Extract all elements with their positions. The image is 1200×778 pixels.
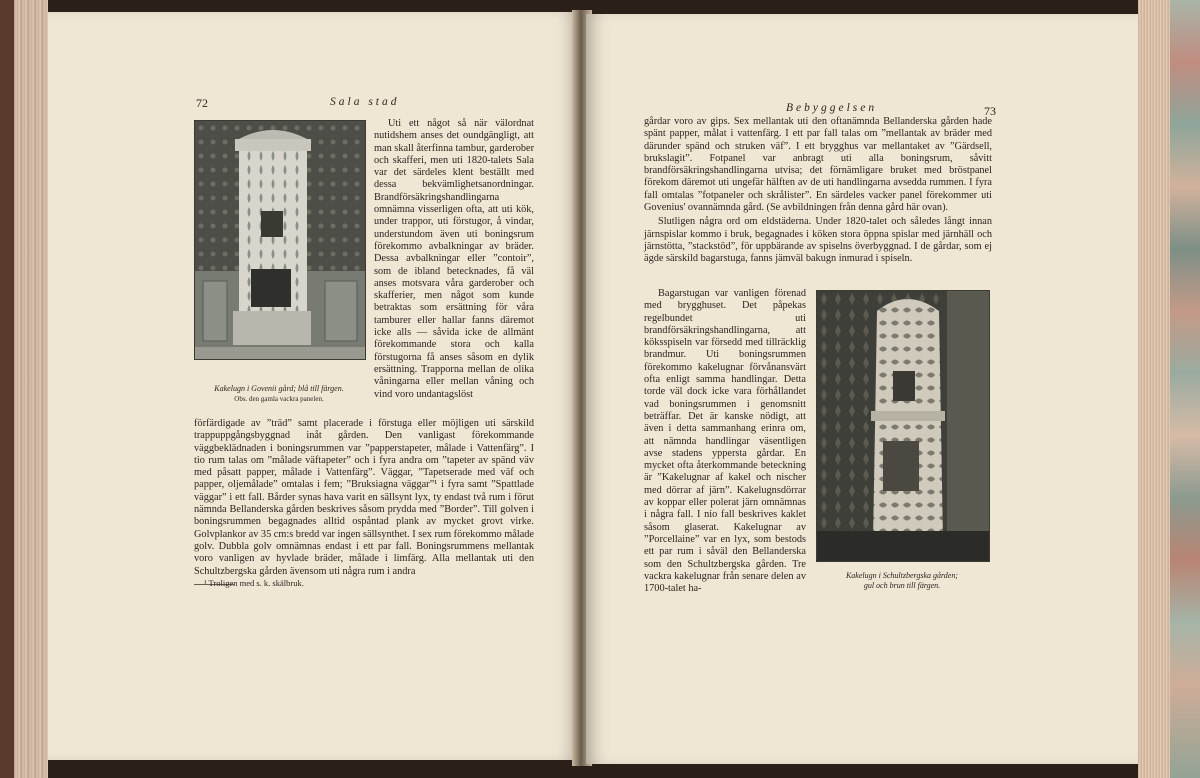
figure-caption	[816, 571, 988, 591]
running-head: Sala stad	[330, 96, 400, 108]
right-page-edges	[1138, 0, 1200, 778]
figure-caption	[194, 384, 364, 404]
tile-stove-illustration	[195, 121, 365, 359]
body-text-top	[644, 116, 992, 266]
column-text	[644, 288, 806, 595]
paragraph: förfärdigade av ”träd” samt placerade i förstuga eller möjligen uti särskild trappuppgångsbyggnad inåt gården. Den vanligast förekommande väggbeklädnaden i boningsrummen var ”papperstapeter, målade i Vattenfärg”. I tio rum talas om ”målade väftapeter” och i fyra andra om ”tapeter av spänd väv med påsatt papper, målade i Vattenfärg”. Väggar, ”Tapetserade med väf och papper, oljemålade” omtalas i fem; ”Bruksiagna väggar”¹ i fyra samt ”Spattlade väggar” i ett fall. Bårder synas hava varit en sällsynt lyx, ty endast två rum i förut nämnda Bellanderska gården beskrives såsom prydda med ”Border”. Till golven i boningsrummen begagnades alltid ospåntad plank av mycket grovt virke. Golvplankor av 35 cm:s bredd var ingen sällsynthet. I sex rum förekommo målade golv. Dubbla golv omnämnas endast i ett par fall. Boningsrummens mellantak voro vanligen av hyvlade bräder, målade i limfärg. Alla mellantak uti den Schultzbergska gården ävensom uti några rum i andra	[194, 418, 534, 577]
caption-title: Kakelugn i Govenii gård; blå till färgen.	[214, 384, 344, 393]
column-text	[374, 118, 534, 401]
tile-stove-illustration	[817, 291, 989, 561]
footnote: ¹ Troligen med s. k. skälbruk.	[204, 578, 304, 588]
caption-line-2: gul och brun till färgen.	[863, 581, 941, 590]
paragraph: Uti ett något så när välordnat nutidshem anses det oundgängligt, att man skall återfinna tambur, garderober och skafferi, men uti 1820-talets Sala var det särdeles klent beställt med dessa bekvämlighetsanordningar. Brandförsäkringshandlingarna omnämna visserligen ofta, att uti kök, under trappor, uti förstugor, å vindar, understundom även uti boningsrum förekommo avbalkningar av bräder. Dessa avbalkningar eller ”contoir”, som de ibland betecknades, få väl anses motsvara våra garderober och skafferier, men något som kunde betraktas som ersättning för våra tamburer eller hallar fanns däremot icke alls — såvida icke de allmänt förekommande stora och kalla förstugorna få anses såsom en dylik ersättning. Trapporna mellan de olika våningarna eller mellan våning och vind voro undantagslöst	[374, 118, 534, 400]
page-number: 73	[984, 104, 996, 118]
page-number: 72	[196, 96, 208, 110]
running-head: Bebyggelsen	[786, 102, 878, 114]
right-page	[586, 14, 1138, 764]
caption-line-1: Kakelugn i Schultzbergska gården;	[845, 571, 959, 580]
stove-photo-govenii	[194, 120, 366, 360]
paragraph: Bagarstugan var vanligen förenad med brygghuset. Det påpekas regelbundet uti brandförsäkringshandlingarna, att köksspiseln var försedd med tillräcklig brandmur. Uti boningsrummen förekommo kakelugnar förvånansvärt ofta enligt samma handlingar. Detta torde väl dock icke vara förhållandet vad boningsrummen i genomsnitt beträffar. Det är kanske nödigt, att även i detta sammanhang erinra om, att nämnda handlingar väsentligen avse stadens yppersta gårdar. En mycket ofta återkommande beteckning är ”Kakelugnar af kakel och nischer med dörrar af järn”. Kakelugnsdörrar av koppar eller polerat järn omnämnas i några fall. I nio fall beskrives kaklet såsom glaserat. Kakelugnar av ”Porcellaine” var en lyx, som bestods ett par rum i såväl den Bellanderska som den Schultzbergska gården. Tre vackra kakelugnar från senare delen av 1700-talet ha-	[644, 288, 806, 595]
marbled-endpaper	[1170, 0, 1200, 778]
stove-photo-schultzberg	[816, 290, 990, 562]
body-text	[194, 418, 534, 578]
left-page	[48, 12, 578, 760]
paragraph: Slutligen några ord om eldstäderna. Under 1820-talet och således långt innan järnspislar kommo i bruk, begagnades i köken stora öppna spislar med järnhäll och järnstötta, ”stackstöd”, för uppbärande av spiselns överbyggnad. I de gårdar, som ej ägde särskild bagarstuga, fanns jämväl bakugn inmurad i spiseln.	[644, 216, 992, 265]
left-page-edges	[0, 0, 48, 778]
caption-subtitle: Obs. den gamla vackra panelen.	[234, 395, 324, 403]
paragraph: gårdar voro av gips. Sex mellantak uti den oftanämnda Bellanderska gården hade spänt papper, målat i vattenfärg. I ett par fall talas om ”mellantak av bräder med därunder spänd och struken väf”. I ett brygghus var mellantaket av ”Gärdsell, brukslagit”. Fotpanel var anbragt uti alla boningsrum, såvitt brandförsäkringshandlingarna utvisa; det förnämligare bruket med bröstpanel förekom däremot uti ungefär hälften av de uti handlingarna avsedda rummen. I fyra fall omtalas ”fotpaneler och skrålister”. En särdeles vacker panel förekommer uti Govenius' ovannämnda gård. (Se avbildningen från denna gård här ovan).	[644, 116, 992, 214]
